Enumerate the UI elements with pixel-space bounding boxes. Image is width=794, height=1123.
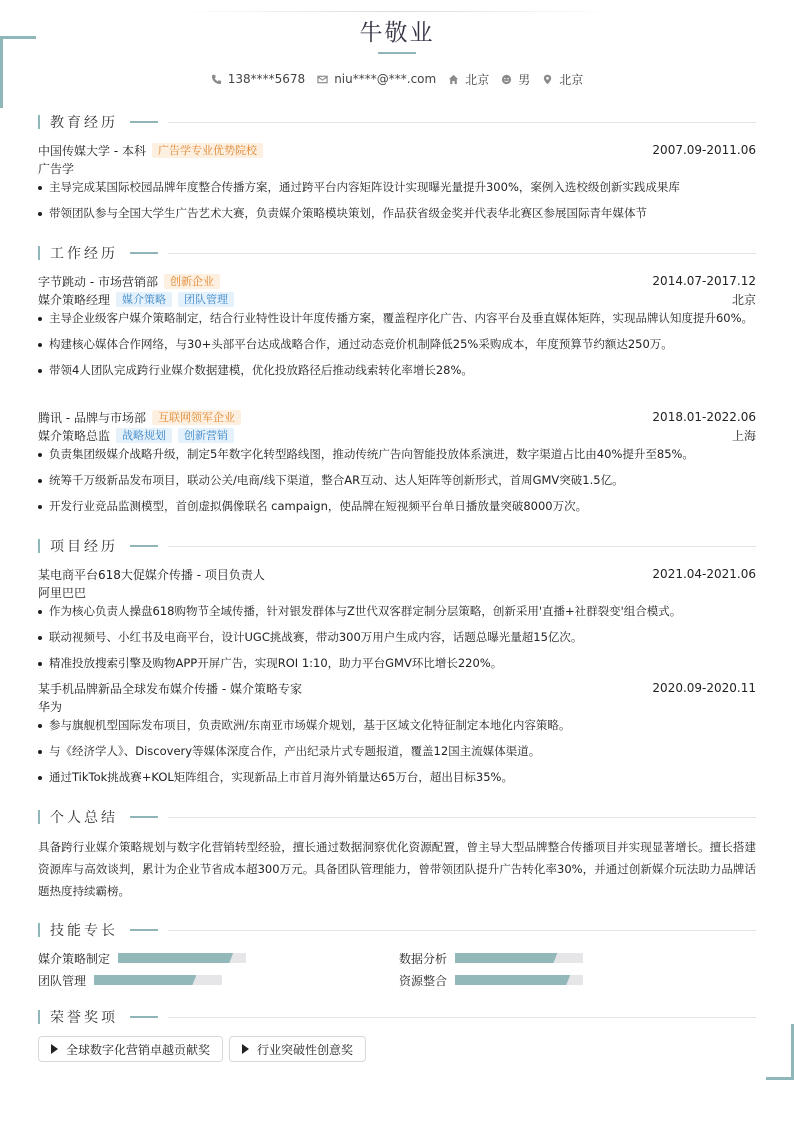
list-item: 参与旗舰机型国际发布项目，负责欧洲/东南亚市场媒介规划，基于区域文化特征制定本地化内容策略。 [38, 714, 756, 737]
corner-decoration-bottom-right [766, 1024, 794, 1080]
school-name: 中国传媒大学 - 本科 [38, 143, 146, 158]
section-skills [38, 921, 756, 939]
list-item: 负责集团级媒介战略升级，制定5年数字化转型路线图，推动传统广告向智能投放体系演进，数字渠道占比由40%提升至85%。 [38, 443, 756, 466]
award-name: 行业突破性创意奖 [257, 1042, 354, 1057]
role-tag: 创新营销 [178, 428, 234, 443]
work-bullets [38, 307, 756, 385]
section-dash [130, 121, 158, 123]
section-marker [38, 810, 40, 824]
contact-bar [0, 71, 794, 87]
skill-item [399, 950, 583, 966]
company-name: 腾讯 - 品牌与市场部 [38, 410, 146, 425]
work-bullets [38, 443, 756, 521]
work-header [38, 273, 756, 289]
location-icon [542, 74, 553, 85]
contact-home-text: 北京 [465, 72, 490, 87]
phone-icon [211, 74, 222, 85]
section-line [168, 817, 756, 818]
skill-bar-fill [118, 953, 233, 963]
section-title: 技能专长 [50, 923, 118, 939]
section-title: 工作经历 [50, 246, 118, 262]
list-item: 联动视频号、小红书及电商平台，设计UGC挑战赛，带动300万用户生成内容，话题总曝光量超15亿次。 [38, 626, 756, 649]
section-dash [130, 545, 158, 547]
list-item: 主导完成某国际校园品牌年度整合传播方案，通过跨平台内容矩阵设计实现曝光量提升300%，案例入选校级创新实践成果库 [38, 176, 756, 199]
list-item: 构建核心媒体合作网络，与30+头部平台达成战略合作，通过动态竞价机制降低25%采购成本，年度预算节约额达250万。 [38, 333, 756, 356]
section-marker [38, 246, 40, 260]
job-title: 媒介策略经理 [38, 292, 111, 307]
list-item: 统筹千万级新品发布项目，联动公关/电商/线下渠道，整合AR互动、达人矩阵等创新形式，首周GMV突破1.5亿。 [38, 469, 756, 492]
list-item: 开发行业竞品监测模型，首创虚拟偶像联名 campaign，使品牌在短视频平台单日播放量突破8000万次。 [38, 495, 756, 518]
section-marker [38, 1010, 40, 1024]
skill-bar-fill [455, 953, 557, 963]
candidate-name: 牛敬业 [359, 20, 435, 46]
section-education [38, 113, 756, 131]
contact-gender-text: 男 [518, 72, 531, 87]
list-item: 精准投放搜索引擎及购物APP开屏广告，实现ROI 1:10，助力平台GMV环比增长220%。 [38, 652, 756, 675]
list-item: 与《经济学人》、Discovery等媒体深度合作，产出纪录片式专题报道，覆盖12国主流媒体渠道。 [38, 740, 756, 763]
company-name: 字节跳动 - 市场营销部 [38, 274, 158, 289]
project-org: 阿里巴巴 [38, 585, 87, 600]
job-title: 媒介策略总监 [38, 428, 111, 443]
skill-bar [455, 975, 583, 985]
section-line [168, 253, 756, 254]
award-item [38, 1036, 223, 1062]
contact-phone [211, 72, 305, 86]
skill-item [38, 950, 246, 966]
role-tag: 战略规划 [116, 428, 172, 443]
skill-bar-fill [455, 975, 570, 985]
top-divider [180, 11, 614, 12]
project-header [38, 680, 756, 696]
work-role-row [38, 427, 756, 443]
project-org-row [38, 698, 756, 714]
work-header [38, 409, 756, 425]
work-period: 2014.07-2017.12 [652, 274, 756, 288]
role-tag: 媒介策略 [116, 292, 172, 307]
contact-location-text: 北京 [559, 72, 584, 87]
project-bullets [38, 600, 756, 678]
section-line [168, 546, 756, 547]
contact-home [448, 71, 489, 88]
section-title: 荣誉奖项 [50, 1010, 118, 1026]
work-period: 2018.01-2022.06 [652, 410, 756, 424]
home-icon [448, 74, 459, 85]
section-work [38, 244, 756, 262]
skill-name: 数据分析 [399, 951, 448, 966]
school-tag: 广告学专业优势院校 [152, 143, 263, 158]
section-title: 项目经历 [50, 539, 118, 555]
education-bullets [38, 176, 756, 228]
education-header [38, 142, 756, 158]
award-name: 全球数字化营销卓越贡献奖 [66, 1042, 211, 1057]
section-dash [130, 929, 158, 931]
project-period: 2021.04-2021.06 [652, 567, 756, 581]
role-tag: 团队管理 [178, 292, 234, 307]
section-marker [38, 115, 40, 129]
skill-bar [94, 975, 222, 985]
section-dash [130, 252, 158, 254]
contact-phone-text: 138****5678 [227, 72, 306, 86]
mail-icon [317, 74, 328, 85]
summary-text: 具备跨行业媒介策略规划与数字化营销转型经验，擅长通过数据洞察优化资源配置，曾主导大型品牌整合传播项目并实现显著增长。擅长搭建资源库与高效谈判，累计为企业节省成本超300万元。具备团队管理能力，曾带领团队提升广告转化率30%，并通过创新媒介玩法助力品牌话题热度持续霸榜。 [38, 840, 756, 898]
work-city: 北京 [731, 292, 756, 307]
contact-location [542, 71, 583, 88]
skill-bar-fill [94, 975, 196, 985]
contact-email [317, 72, 436, 86]
project-title: 某手机品牌新品全球发布媒介传播 - 媒介策略专家 [38, 681, 302, 696]
skill-bar [455, 953, 583, 963]
section-dash [130, 1016, 158, 1018]
skill-bar [118, 953, 246, 963]
company-tag: 互联网领军企业 [152, 410, 241, 425]
skill-name: 媒介策略制定 [38, 951, 111, 966]
contact-email-text: niu****@***.com [334, 72, 437, 86]
education-period: 2007.09-2011.06 [652, 143, 756, 157]
gender-icon [501, 74, 512, 85]
project-org-row [38, 584, 756, 600]
contact-gender [501, 71, 530, 88]
company-tag: 创新企业 [164, 274, 220, 289]
project-org: 华为 [38, 699, 63, 714]
skill-name: 资源整合 [399, 973, 448, 988]
list-item: 通过TikTok挑战赛+KOL矩阵组合，实现新品上市首月海外销量达65万台，超出目标35%。 [38, 766, 756, 789]
section-summary [38, 808, 756, 826]
list-item: 作为核心负责人操盘618购物节全域传播，针对银发群体与Z世代双客群定制分层策略，创新采用'直播+社群裂变'组合模式。 [38, 600, 756, 623]
section-awards [38, 1008, 756, 1026]
section-line [168, 122, 756, 123]
work-role-row [38, 291, 756, 307]
award-item [229, 1036, 366, 1062]
list-item: 主导企业级客户媒介策略制定，结合行业特性设计年度传播方案，覆盖程序化广告、内容平台及垂直媒体矩阵，实现品牌认知度提升60%。 [38, 307, 756, 330]
skill-item [399, 972, 583, 988]
list-item: 带领团队参与全国大学生广告艺术大赛，负责媒介策略模块策划，作品获省级金奖并代表华北赛区参展国际青年媒体节 [38, 202, 756, 225]
skill-item [38, 972, 222, 988]
section-projects [38, 537, 756, 555]
list-item: 带领4人团队完成跨行业媒介数据建模，优化投放路径后推动线索转化率增长28%。 [38, 359, 756, 382]
play-triangle-icon [51, 1044, 58, 1054]
section-title: 教育经历 [50, 115, 118, 131]
section-marker [38, 923, 40, 937]
section-title: 个人总结 [50, 810, 118, 826]
name-underline [378, 52, 416, 54]
awards-list [38, 1036, 366, 1062]
project-title: 某电商平台618大促媒介传播 - 项目负责人 [38, 567, 265, 582]
education-major: 广告学 [38, 161, 75, 176]
section-marker [38, 539, 40, 553]
section-dash [130, 816, 158, 818]
work-city: 上海 [731, 428, 756, 443]
section-line [168, 930, 756, 931]
section-line [168, 1017, 756, 1018]
project-period: 2020.09-2020.11 [652, 681, 756, 695]
project-bullets [38, 714, 756, 792]
project-header [38, 566, 756, 582]
education-major-row [38, 160, 756, 176]
play-triangle-icon [242, 1044, 249, 1054]
skill-name: 团队管理 [38, 973, 87, 988]
